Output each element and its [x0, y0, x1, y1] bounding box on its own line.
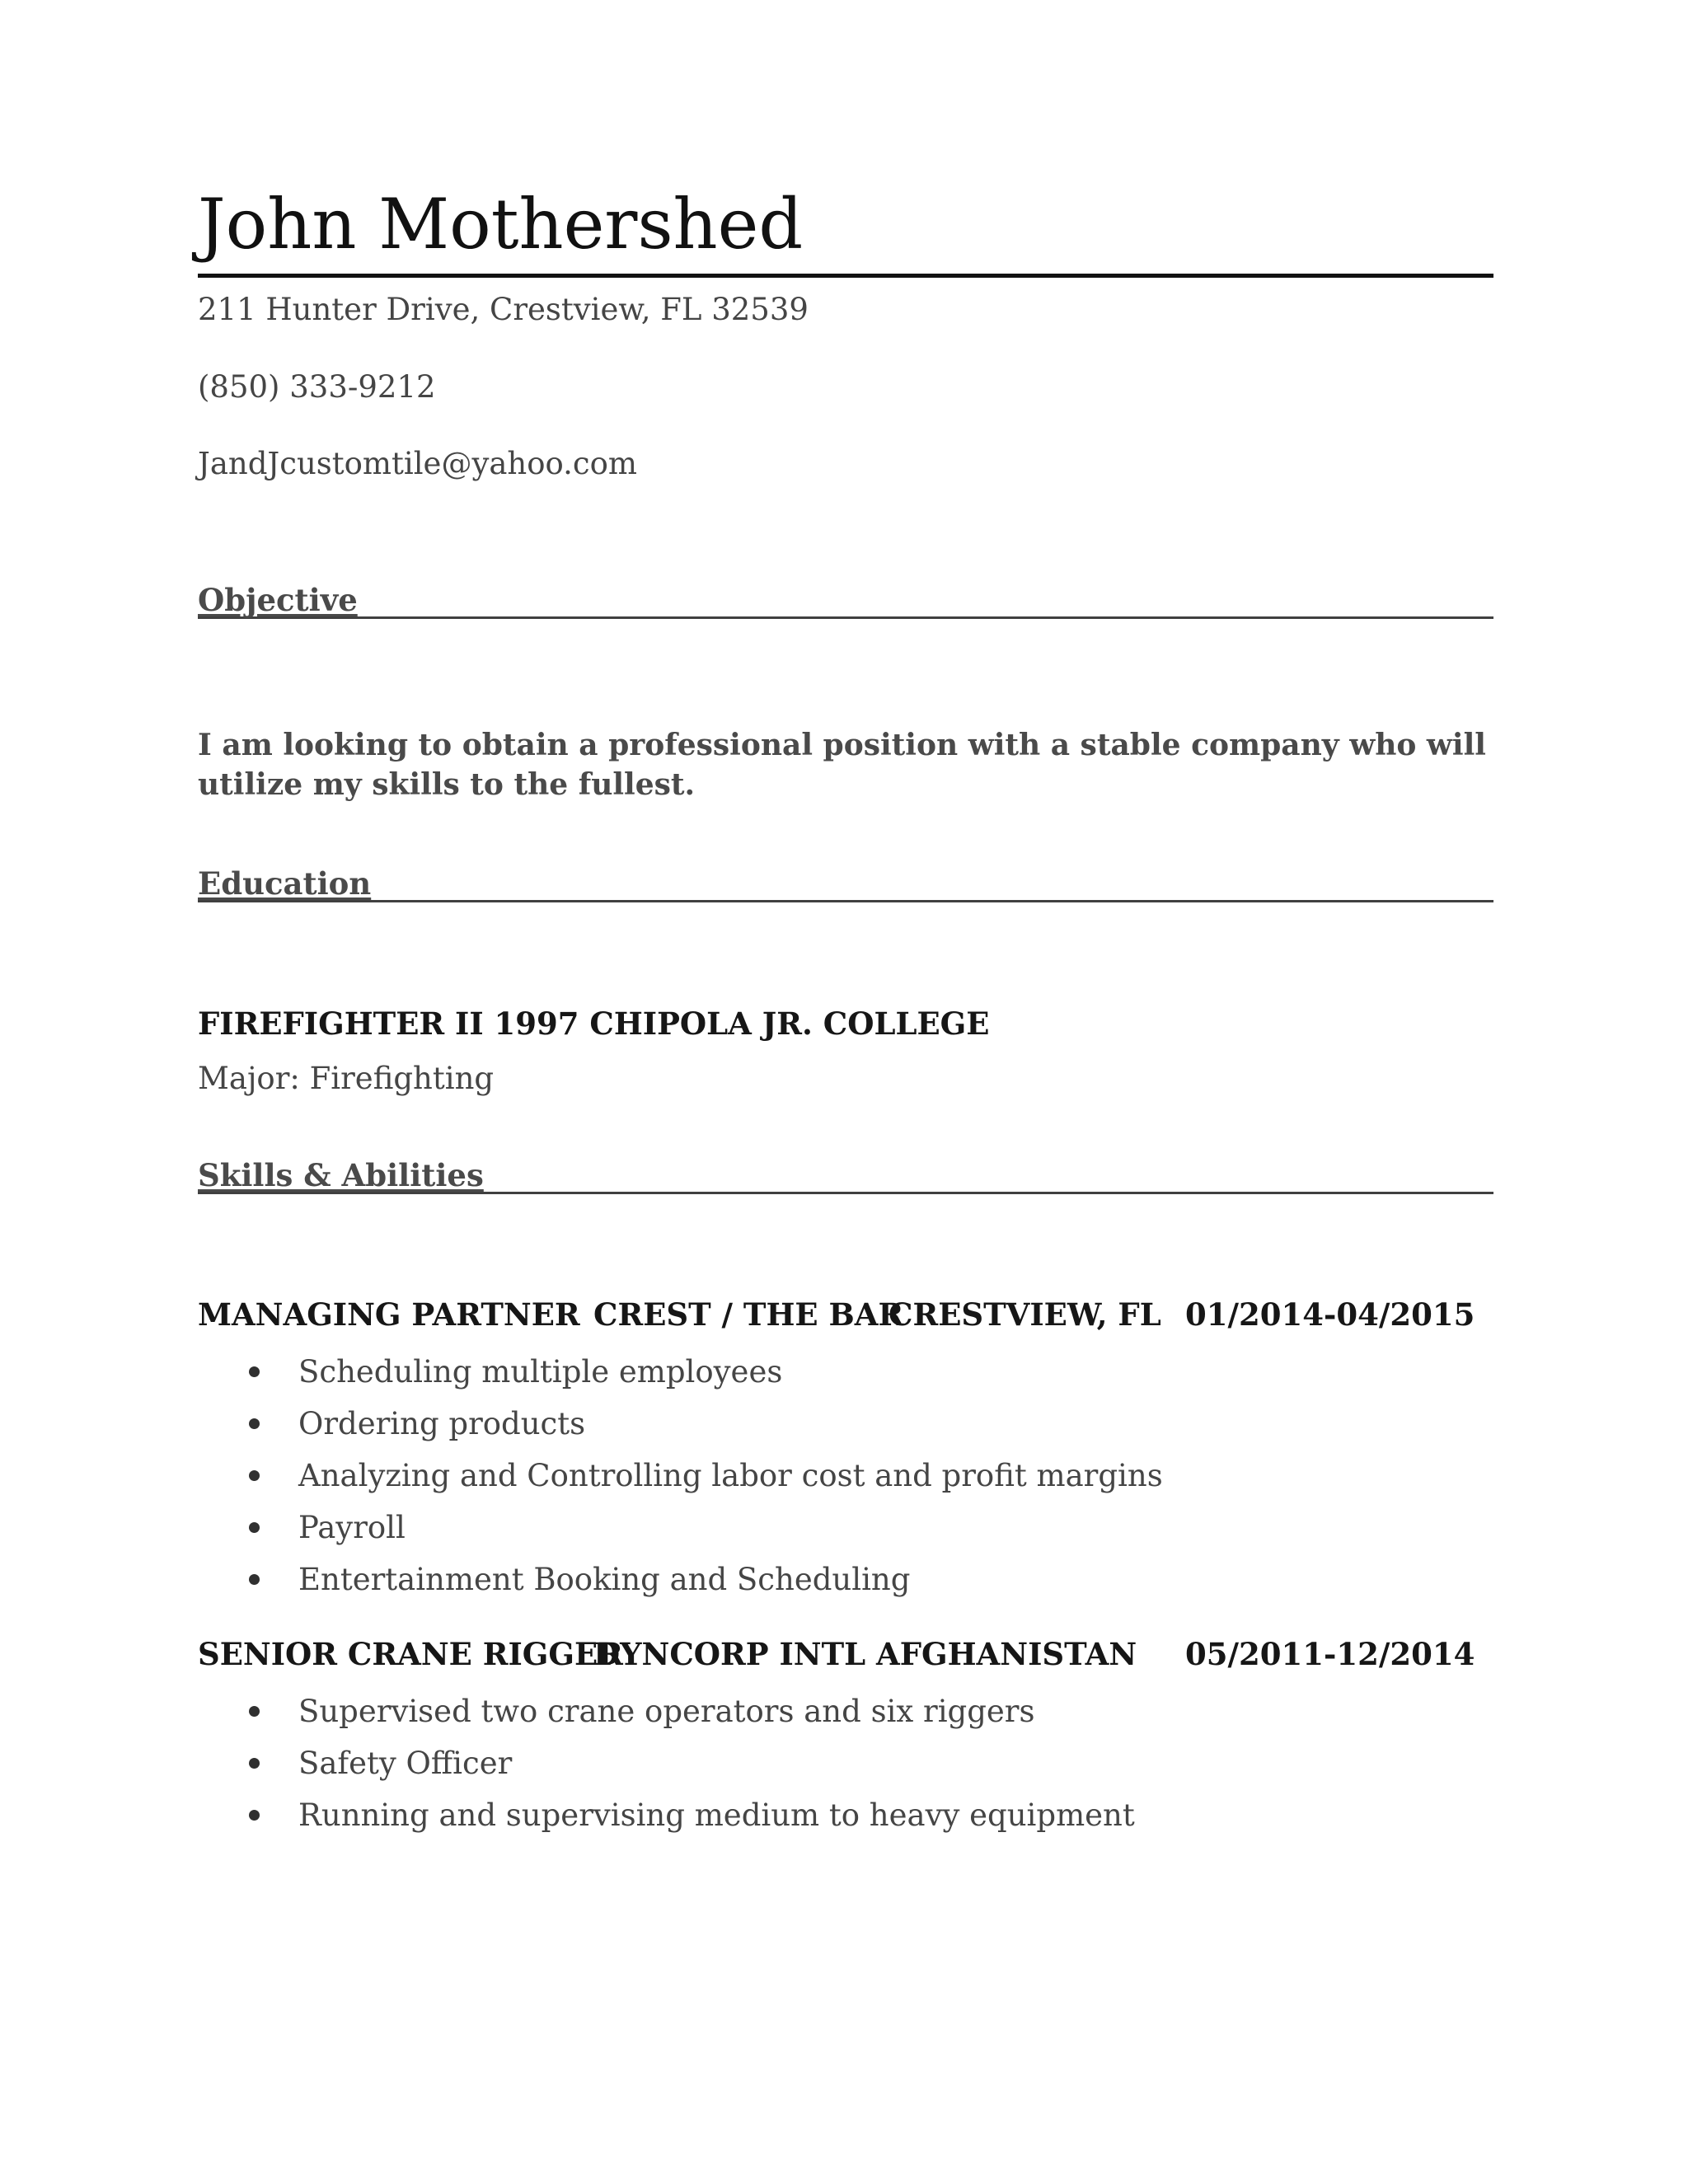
bullet-icon — [249, 1366, 260, 1377]
job-company: DYNCORP INTL AFGHANISTAN — [593, 1636, 1137, 1672]
list-item: Running and supervising medium to heavy equipment — [198, 1797, 1493, 1849]
list-item: Safety Officer — [198, 1746, 1493, 1797]
education-major: Major: Firefighting — [198, 1061, 495, 1096]
list-item: Payroll — [198, 1510, 1493, 1562]
objective-text: I am looking to obtain a professional position with a stable company who will utilize my skills to the fullest. — [198, 728, 1486, 802]
list-item: Scheduling multiple employees — [198, 1354, 1493, 1406]
bullet-icon — [249, 1522, 260, 1533]
bullet-icon — [249, 1810, 260, 1821]
resume-name: John Mothershed — [198, 184, 804, 265]
job-title: SENIOR CRANE RIGGER — [198, 1636, 623, 1672]
list-item: Ordering products — [198, 1406, 1493, 1458]
skills-heading-label: Skills & Abilities — [198, 1157, 484, 1193]
bullet-icon — [249, 1758, 260, 1769]
contact-phone: (850) 333-9212 — [198, 369, 436, 405]
job-duties-2 — [198, 1694, 1493, 1849]
list-item: Entertainment Booking and Scheduling — [198, 1562, 1493, 1614]
job-duties-1 — [198, 1354, 1493, 1614]
education-heading-label: Education — [198, 865, 372, 902]
bullet-icon — [249, 1706, 260, 1717]
education-heading — [198, 860, 1493, 902]
bullet-icon — [249, 1418, 260, 1429]
objective-heading-label: Objective — [198, 582, 358, 618]
name-divider — [198, 274, 1493, 278]
bullet-icon — [249, 1470, 260, 1481]
list-item: Supervised two crane operators and six riggers — [198, 1694, 1493, 1746]
job-location: CRESTVIEW, FL — [889, 1296, 1161, 1333]
job-dates: 01/2014-04/2015 — [1185, 1296, 1475, 1333]
education-title: FIREFIGHTER II 1997 CHIPOLA JR. COLLEGE — [198, 1005, 990, 1042]
job-dates: 05/2011-12/2014 — [1185, 1636, 1475, 1672]
job-title: MANAGING PARTNER — [198, 1296, 580, 1333]
bullet-icon — [249, 1574, 260, 1585]
job-company: CREST / THE BAR — [593, 1296, 904, 1333]
objective-heading — [198, 577, 1493, 619]
resume-page — [198, 0, 1493, 2184]
job-header-1 — [198, 1296, 1493, 1338]
contact-address: 211 Hunter Drive, Crestview, FL 32539 — [198, 292, 809, 327]
contact-email: JandJcustomtile@yahoo.com — [198, 446, 637, 481]
skills-heading — [198, 1152, 1493, 1194]
job-header-2 — [198, 1636, 1493, 1677]
list-item: Analyzing and Controlling labor cost and profit margins — [198, 1458, 1493, 1510]
